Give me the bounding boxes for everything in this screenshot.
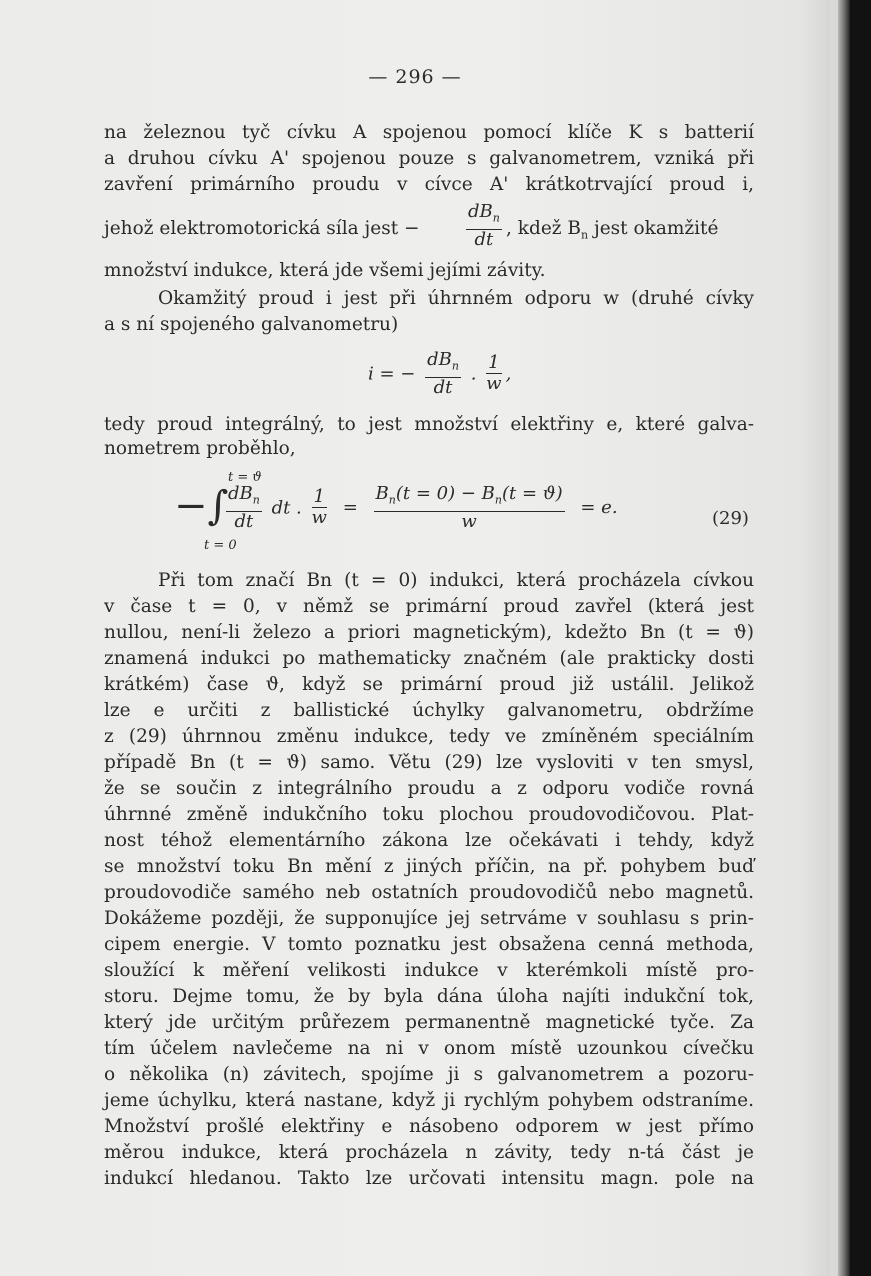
eq2-frac3-sub: n [388, 493, 396, 507]
text-segment: jest okamžité [588, 218, 719, 239]
text-line: a druhou cívku A' spojenou pouze s galvanometrem, vzniká při [104, 148, 754, 169]
eq1-frac2-num: 1 [488, 352, 500, 374]
eq1-frac1-sub: n [451, 359, 459, 373]
eq2-frac2-num: 1 [313, 486, 325, 508]
equation-number: (29) [712, 508, 749, 529]
text-line: lze e určiti z ballistické úchylky galvanometru, obdržíme [104, 700, 754, 721]
text-line: cipem energie. V tomto poznatku jest obsažena cenná methoda, [104, 934, 754, 955]
frac-sub: n [492, 211, 500, 225]
eq2-frac1-num: dB [228, 483, 253, 504]
text-line [506, 216, 718, 249]
text-segment: , kdež B [506, 218, 581, 239]
inline-fraction [462, 202, 506, 250]
text-segment: jehož elektromotorická síla jest − [104, 218, 420, 239]
frac-den: dt [474, 228, 494, 250]
text-line: tím účelem navlečeme na ni v onom místě uzounkou cívečku [104, 1038, 754, 1059]
text-line: storu. Dejme tomu, že by byla dána úloha najíti indukční tok, [104, 986, 754, 1007]
text-line: proudovodiče samého neb ostatních proudovodičů nebo magnetů. [104, 882, 754, 903]
scan-edge [850, 0, 871, 1276]
equation-1 [368, 350, 511, 398]
eq2-frac3-num-rest2: (t = ϑ) [501, 483, 563, 504]
eq2-upper-limit: t = ϑ [228, 470, 262, 485]
text-line: krátkém) čase ϑ, když se primární proud již ustálil. Jelikož [104, 674, 754, 695]
integral-sign: −∫ [174, 483, 229, 529]
book-spine [838, 0, 850, 1276]
text-line: a s ní spojeného galvanometru) [104, 314, 399, 335]
text-line: se množství toku Bn mění z jiných příčin, na př. pohybem buď [104, 856, 754, 877]
eq2-frac3-num-rest: (t = 0) − B [395, 483, 495, 504]
eq2-dt: dt . [271, 497, 302, 519]
eq2-frac2-den: w [311, 507, 327, 529]
frac-num: dB [468, 201, 493, 222]
eq2-frac3-num: B [375, 483, 389, 504]
eq2-lower-limit: t = 0 [204, 538, 237, 553]
eq2-frac3-sub2: n [494, 493, 502, 507]
text-line: tedy proud integrálný, to jest množství elektřiny e, které galva- [104, 414, 754, 435]
eq2-equals: = [342, 497, 358, 519]
text-line: Množství prošlé elektřiny e násobeno odporem w jest přímo [104, 1116, 754, 1137]
text-line: v čase t = 0, v němž se primární proud zavřel (která jest [104, 596, 754, 617]
text-line [104, 216, 420, 242]
eq1-frac1-den: dt [433, 376, 453, 398]
text-line: Okamžitý proud i jest při úhrnném odporu w (druhé cívky [158, 288, 754, 309]
eq2-frac1-den: dt [234, 510, 254, 532]
text-line: nost téhož elementárního zákona lze očekávati i tehdy, když [104, 830, 754, 851]
eq2-result: = e. [580, 497, 618, 519]
page-crease [800, 0, 838, 1276]
eq1-frac1-num: dB [427, 349, 452, 370]
text-line: nometrem proběhlo, [104, 438, 296, 459]
text-line: úhrnné změně indukčního toku plochou proudovodičovou. Plat- [104, 804, 754, 825]
eq2-frac1-sub: n [252, 493, 260, 507]
equation-2 [222, 484, 618, 532]
text-line: na železnou tyč cívku A spojenou pomocí klíče K s batterií [104, 122, 754, 143]
eq1-tail: , [505, 363, 512, 385]
text-line: případě Bn (t = ϑ) samo. Větu (29) lze vysloviti v ten smysl, [104, 752, 754, 773]
text-line: sloužící k měření velikosti indukce v kterémkoli místě pro- [104, 960, 754, 981]
text-line: znamená indukci po mathematicky značném (ale prakticky dosti [104, 648, 754, 669]
text-line: Při tom značí Bn (t = 0) indukci, která procházela cívkou [158, 570, 754, 591]
text-sub: n [581, 228, 589, 242]
page-number: — 296 — [368, 66, 462, 88]
text-line: o několika (n) závitech, spojíme ji s galvanometrem a pozoru- [104, 1064, 754, 1085]
text-line: Dokážeme později, že supponujíce jej setrváme v souhlasu s prin- [104, 908, 754, 929]
eq2-frac3-den: w [461, 510, 477, 532]
text-line: množství indukce, která jde všemi jejími závity. [104, 260, 546, 281]
eq1-frac2-den: w [486, 373, 502, 395]
text-line: z (29) úhrnnou změnu indukce, tedy ve zmíněném speciálním [104, 726, 754, 747]
eq1-lhs: i = − [368, 363, 416, 385]
text-line: zavření primárního proudu v cívce A' krátkotrvající proud i, [104, 174, 754, 195]
text-line: který jde určitým průřezem permanentně magnetické tyče. Za [104, 1012, 754, 1033]
text-line: nullou, není-li železo a priori magnetickým), kdežto Bn (t = ϑ) [104, 622, 754, 643]
text-line: indukcí hledanou. Takto lze určovati intensitu magn. pole na [104, 1168, 754, 1189]
text-line: měrou indukce, která procházela n závity, tedy n-tá část je [104, 1142, 754, 1163]
eq1-dot: . [470, 363, 477, 385]
text-line: jeme úchylku, která nastane, když ji rychlým pohybem odstraníme. [104, 1090, 754, 1111]
text-line: že se součin z integrálního proudu a z odporu vodiče rovná [104, 778, 754, 799]
